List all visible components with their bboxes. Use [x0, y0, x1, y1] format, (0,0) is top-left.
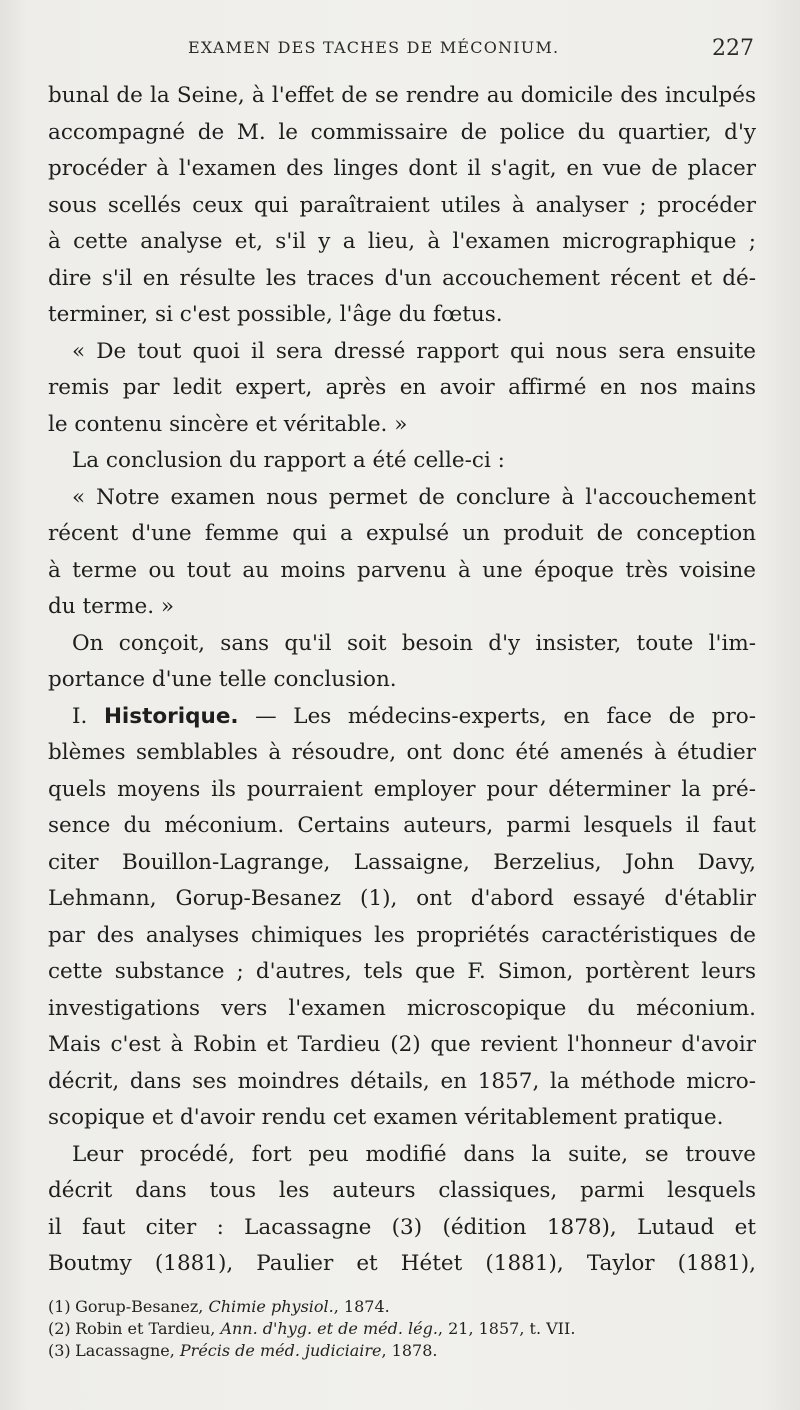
page-number: 227 — [712, 36, 754, 61]
footnote-author: Gorup-Besanez, — [75, 1297, 209, 1316]
text-line: sence du méconium. Certains auteurs, parmi lesquels il faut — [48, 813, 756, 838]
footnote-marker: (3) — [48, 1341, 71, 1360]
text-line: cette substance ; d'autres, tels que F. Simon, portèrent leurs — [48, 959, 756, 984]
text-line: citer Bouillon-Lagrange, Lassaigne, Berzelius, John Davy, — [48, 849, 756, 875]
section-number: I. — [72, 703, 88, 729]
text-line: Lehmann, Gorup-Besanez (1), ont d'abord essayé d'établir — [48, 886, 756, 911]
text-line: « De tout quoi il sera dressé rapport qui nous sera ensuite — [72, 338, 756, 364]
footnote — [48, 1318, 756, 1340]
text-line: récent d'une femme qui a expulsé un produit de conception — [48, 521, 756, 546]
text-line: il faut citer : Lacassagne (3) (édition 1878), Lutaud et — [48, 1214, 756, 1240]
footnote-title: Précis de méd. judiciaire — [179, 1341, 382, 1360]
text-line: par des analyses chimiques les propriétés caractéristiques de — [48, 922, 756, 948]
paragraph — [48, 1137, 756, 1283]
text-line: Mais c'est à Robin et Tardieu (2) que revient l'honneur d'avoir — [48, 1032, 756, 1057]
text-line: décrit dans tous les auteurs classiques, parmi lesquels — [48, 1178, 756, 1203]
text-line: La conclusion du rapport a été celle-ci : — [72, 448, 505, 473]
text-line: « Notre examen nous permet de conclure à l'accouchement — [72, 484, 756, 510]
paragraph — [48, 443, 756, 480]
body-text — [48, 78, 756, 1283]
text-line: accompagné de M. le commissaire de police du quartier, d'y — [48, 119, 756, 145]
footnote — [48, 1296, 756, 1318]
text-line: à cette analyse et, s'il y a lieu, à l'examen micrographique ; — [48, 229, 756, 254]
section-heading-continuation: — Les médecins-experts, en face de pro- — [238, 703, 756, 729]
text-line: décrit, dans ses moindres détails, en 1857, la méthode micro- — [48, 1068, 756, 1094]
text-line: du terme. » — [48, 594, 175, 619]
footnote-rest: , 1878. — [381, 1341, 438, 1360]
text-line: dire s'il en résulte les traces d'un accouchement récent et dé- — [48, 265, 756, 291]
paragraph — [48, 626, 756, 699]
footnote-author: Robin et Tardieu, — [75, 1319, 221, 1338]
section-heading: Historique. — [103, 703, 239, 729]
text-line: scopique et d'avoir rendu cet examen véritablement pratique. — [48, 1105, 724, 1130]
footnote — [48, 1340, 756, 1362]
text-line: terminer, si c'est possible, l'âge du fœtus. — [48, 302, 503, 327]
footnote-rest: , 21, 1857, t. VII. — [437, 1319, 576, 1338]
text-line: quels moyens ils pourraient employer pour déterminer la pré- — [48, 776, 756, 802]
footnotes — [48, 1296, 756, 1362]
footnote-title: Chimie physiol. — [208, 1297, 334, 1316]
text-line: à terme ou tout au moins parvenu à une époque très voisine — [48, 557, 756, 583]
running-head — [48, 36, 758, 66]
paragraph — [48, 334, 756, 444]
footnote-title: Ann. d'hyg. et de méd. lég. — [220, 1319, 438, 1338]
section-heading-line — [48, 699, 756, 736]
section-historique — [48, 699, 756, 1137]
text-line: sous scellés ceux qui paraîtraient utiles à analyser ; procéder — [48, 192, 756, 218]
text-line: blèmes semblables à résoudre, ont donc été amenés à étudier — [48, 740, 756, 765]
footnote-author: Lacassagne, — [75, 1341, 180, 1360]
text-line: Leur procédé, fort peu modifié dans la suite, se trouve — [72, 1141, 756, 1167]
paragraph — [48, 480, 756, 626]
text-line: investigations vers l'examen microscopique du méconium. — [48, 995, 756, 1021]
running-title: EXAMEN DES TACHES DE MÉCONIUM. — [188, 38, 560, 57]
text-line: remis par ledit expert, après en avoir affirmé en nos mains — [48, 375, 756, 400]
text-line: procéder à l'examen des linges dont il s'agit, en vue de placer — [48, 156, 756, 181]
footnote-rest: , 1874. — [333, 1297, 390, 1316]
paragraph — [48, 78, 756, 334]
text-line: bunal de la Seine, à l'effet de se rendre au domicile des inculpés — [48, 83, 756, 108]
text-line: portance d'une telle conclusion. — [48, 667, 397, 692]
footnote-marker: (1) — [48, 1297, 71, 1316]
footnote-marker: (2) — [48, 1319, 71, 1338]
text-line: le contenu sincère et véritable. » — [48, 411, 408, 437]
text-line: On conçoit, sans qu'il soit besoin d'y insister, toute l'im- — [72, 630, 756, 656]
text-line: Boutmy (1881), Paulier et Hétet (1881), Taylor (1881), — [48, 1251, 756, 1276]
